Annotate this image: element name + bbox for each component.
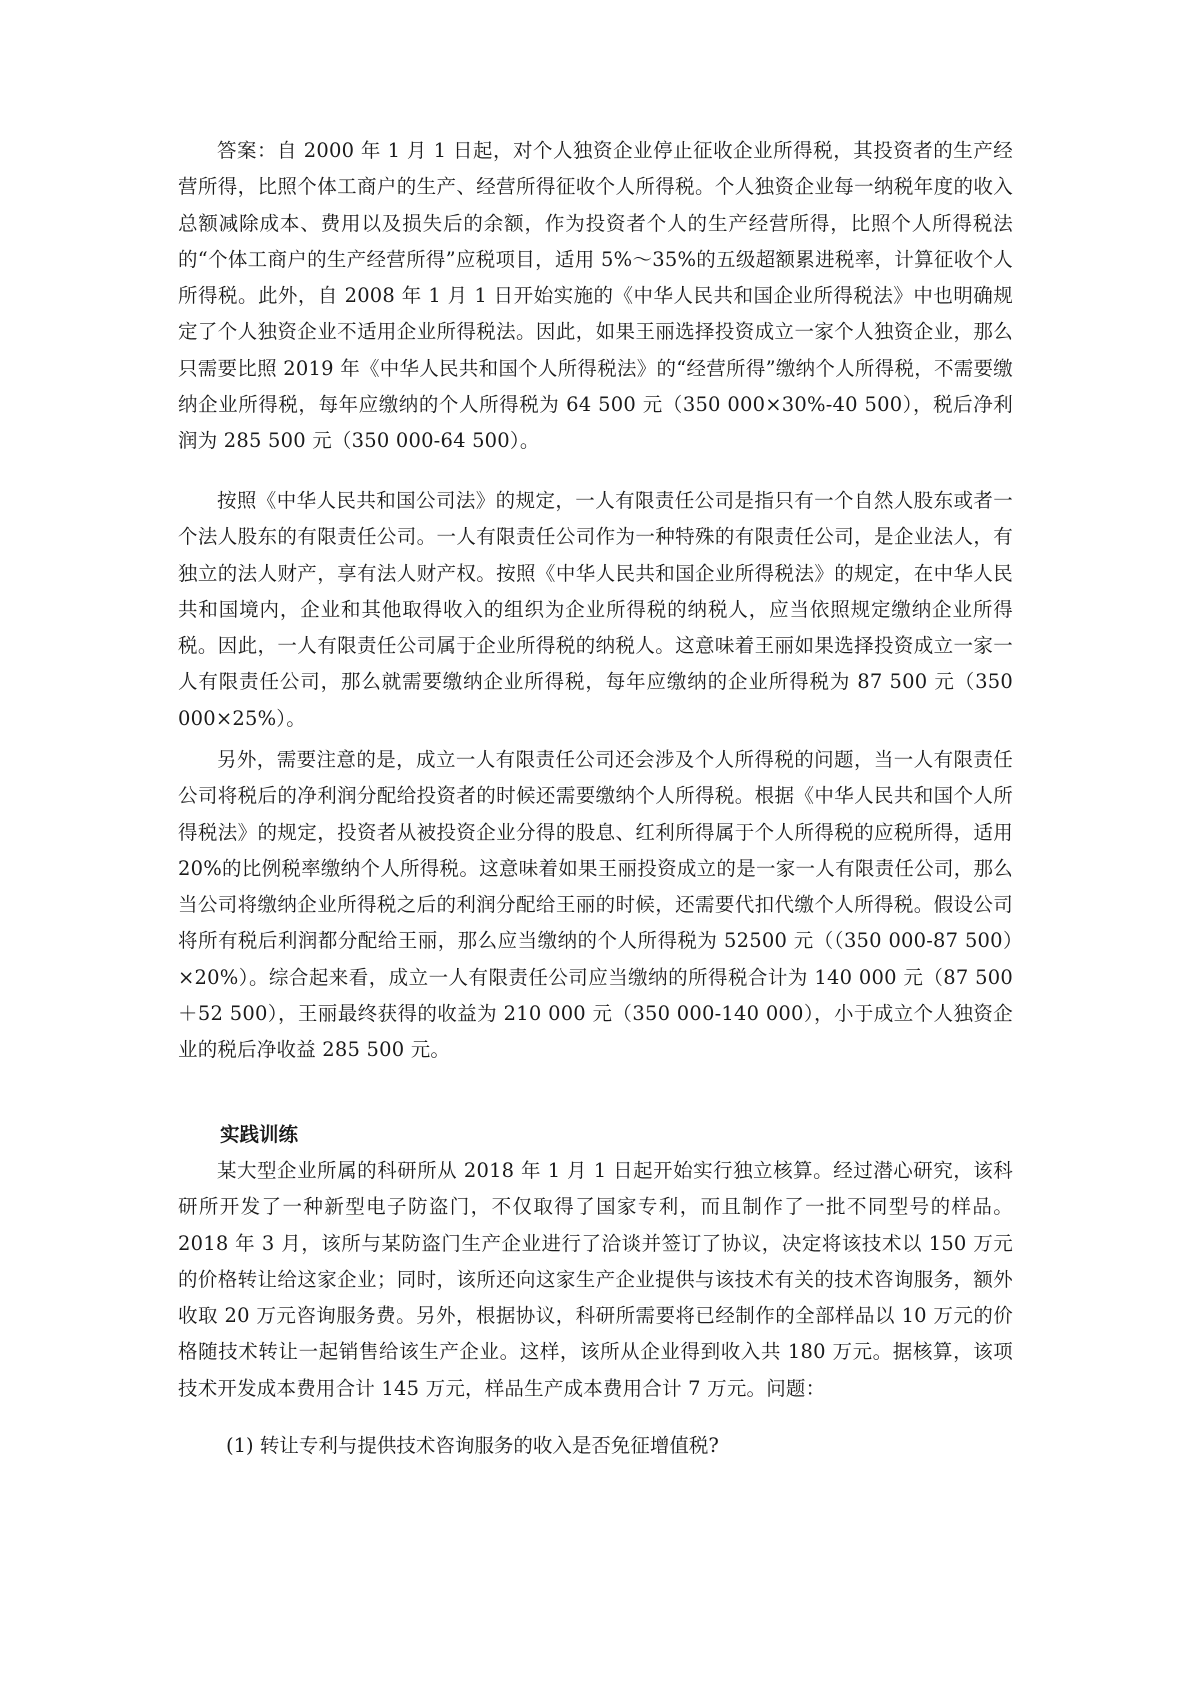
answer-paragraph-one-person-company: 按照《中华人民共和国公司法》的规定，一人有限责任公司是指只有一个自然人股东或者一个法人股东的有限责任公司。一人有限责任公司作为一种特殊的有限责任公司，是企业法人，有独立的法人财产，享有法人财产权。按照《中华人民共和国企业所得税法》的规定，在中华人民共和国境内，企业和其他取得收入的组织为企业所得税的纳税人，应当依照规定缴纳企业所得税。因此，一人有限责任公司属于企业所得税的纳税人。这意味着王丽如果选择投资成立一家一人有限责任公司，那么就需要缴纳企业所得税，每年应缴纳的企业所得税为 87 500 元（350 000×25%）。	[178, 489, 1013, 730]
answer-paragraph-sole-proprietorship: 答案：自 2000 年 1 月 1 日起，对个人独资企业停止征收企业所得税，其投资者的生产经营所得，比照个体工商户的生产、经营所得征收个人所得税。个人独资企业每一纳税年度的收入总额减除成本、费用以及损失后的余额，作为投资者个人的生产经营所得，比照个人所得税法的“个体工商户的生产经营所得”应税项目，适用 5%～35%的五级超额累进税率，计算征收个人所得税。此外，自 2008 年 1 月 1 日开始实施的《中华人民共和国企业所得税法》中也明确规定了个人独资企业不适用企业所得税法。因此，如果王丽选择投资成立一家个人独资企业，那么只需要比照 2019 年《中华人民共和国个人所得税法》的“经营所得”缴纳个人所得税，不需要缴纳企业所得税，每年应缴纳的个人所得税为 64 500 元（350 000×30%-40 500），税后净利润为 285 500 元（350 000-64 500）。	[178, 139, 1013, 453]
practice-question-1: (1) 转让专利与提供技术咨询服务的收入是否免征增值税?	[226, 1434, 719, 1457]
practice-paragraph: 某大型企业所属的科研所从 2018 年 1 月 1 日起开始实行独立核算。经过潜心研究，该科研所开发了一种新型电子防盗门，不仅取得了国家专利，而且制作了一批不同型号的样品。2018 年 3 月，该所与某防盗门生产企业进行了洽谈并签订了协议，决定将该技术以 150 万元的价格转让给这家企业；同时，该所还向这家生产企业提供与该技术有关的技术咨询服务，额外收取 20 万元咨询服务费。另外，根据协议，科研所需要将已经制作的全部样品以 10 万元的价格随技术转让一起销售给该生产企业。这样，该所从企业得到收入共 180 万元。据核算，该项技术开发成本费用合计 145 万元，样品生产成本费用合计 7 万元。问题：	[178, 1159, 1013, 1400]
answer-paragraph-individual-income-tax: 另外，需要注意的是，成立一人有限责任公司还会涉及个人所得税的问题，当一人有限责任公司将税后的净利润分配给投资者的时候还需要缴纳个人所得税。根据《中华人民共和国个人所得税法》的规定，投资者从被投资企业分得的股息、红利所得属于个人所得税的应税所得，适用 20%的比例税率缴纳个人所得税。这意味着如果王丽投资成立的是一家一人有限责任公司，那么当公司将缴纳企业所得税之后的利润分配给王丽的时候，还需要代扣代缴个人所得税。假设公司将所有税后利润都分配给王丽，那么应当缴纳的个人所得税为 52500 元（（350 000-87 500）×20%）。综合起来看，成立一人有限责任公司应当缴纳的所得税合计为 140 000 元（87 500＋52 500），王丽最终获得的收益为 210 000 元（350 000-140 000），小于成立个人独资企业的税后净收益 285 500 元。	[178, 748, 1013, 1062]
practice-heading: 实践训练	[220, 1123, 299, 1146]
